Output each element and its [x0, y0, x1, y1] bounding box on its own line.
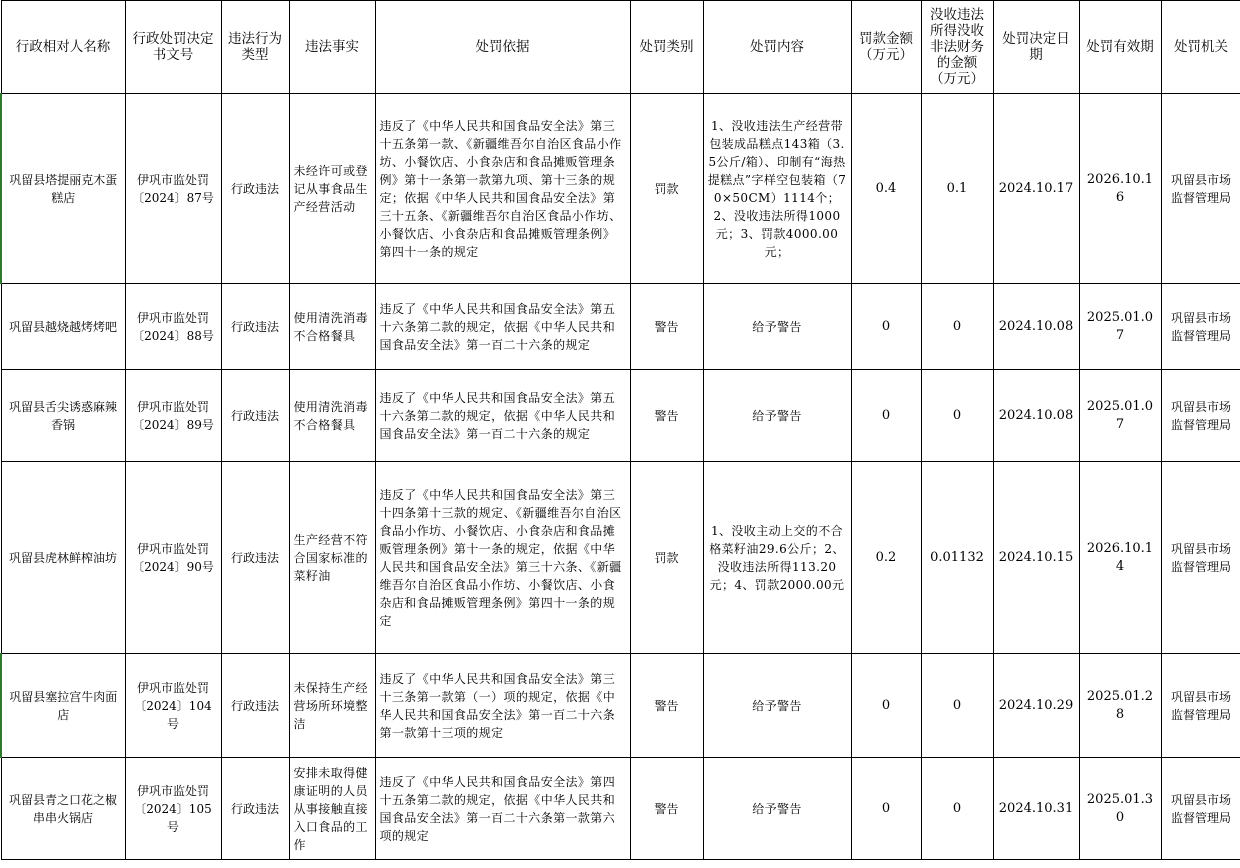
cell-basis: 违反了《中华人民共和国食品安全法》第五十六条第二款的规定，依据《中华人民共和国食品安全法》第一百二十六条的规定 — [375, 284, 630, 370]
cell-valid-until: 2025.01.28 — [1079, 654, 1161, 758]
header-violation-facts: 违法事实 — [289, 1, 375, 94]
cell-doc-no: 伊巩市监处罚〔2024〕87号 — [125, 94, 221, 284]
cell-valid-until: 2026.10.16 — [1079, 94, 1161, 284]
header-valid-until: 处罚有效期 — [1079, 1, 1161, 94]
cell-doc-no: 伊巩市监处罚〔2024〕88号 — [125, 284, 221, 370]
cell-decision-date: 2024.10.17 — [993, 94, 1079, 284]
cell-decision-date: 2024.10.29 — [993, 654, 1079, 758]
cell-facts: 生产经营不符合国家标准的菜籽油 — [289, 462, 375, 654]
cell-authority: 巩留县市场监督管理局 — [1161, 370, 1240, 462]
header-penalty-category: 处罚类别 — [630, 1, 703, 94]
cell-party-name: 巩留县越烧越烤烤吧 — [1, 284, 125, 370]
cell-facts: 未保持生产经营场所环境整洁 — [289, 654, 375, 758]
cell-fine: 0 — [851, 654, 921, 758]
cell-confiscated: 0.01132 — [921, 462, 993, 654]
cell-authority: 巩留县市场监督管理局 — [1161, 758, 1240, 860]
header-penalty-basis: 处罚依据 — [375, 1, 630, 94]
cell-confiscated: 0 — [921, 758, 993, 860]
cell-party-name: 巩留县塞拉宫牛肉面店 — [1, 654, 125, 758]
cell-fine: 0 — [851, 370, 921, 462]
header-decision-date: 处罚决定日期 — [993, 1, 1079, 94]
cell-facts: 使用清洗消毒不合格餐具 — [289, 284, 375, 370]
cell-content: 给予警告 — [703, 370, 851, 462]
cell-party-name: 巩留县虎林鲜榨油坊 — [1, 462, 125, 654]
cell-confiscated: 0 — [921, 284, 993, 370]
cell-content: 给予警告 — [703, 758, 851, 860]
cell-confiscated: 0 — [921, 654, 993, 758]
cell-valid-until: 2026.10.14 — [1079, 462, 1161, 654]
header-violation-type: 违法行为类型 — [221, 1, 289, 94]
cell-confiscated: 0.1 — [921, 94, 993, 284]
cell-content: 给予警告 — [703, 284, 851, 370]
cell-party-name: 巩留县塔提丽克木蛋糕店 — [1, 94, 125, 284]
cell-decision-date: 2024.10.31 — [993, 758, 1079, 860]
header-penalty-content: 处罚内容 — [703, 1, 851, 94]
cell-violation-type: 行政违法 — [221, 370, 289, 462]
cell-doc-no: 伊巩市监处罚〔2024〕105号 — [125, 758, 221, 860]
cell-decision-date: 2024.10.15 — [993, 462, 1079, 654]
cell-violation-type: 行政违法 — [221, 654, 289, 758]
cell-doc-no: 伊巩市监处罚〔2024〕89号 — [125, 370, 221, 462]
cell-party-name: 巩留县青之口花之椒串串火锅店 — [1, 758, 125, 860]
header-confiscated-amount: 没收违法所得没收非法财务的金额（万元） — [921, 1, 993, 94]
cell-category: 警告 — [630, 284, 703, 370]
cell-violation-type: 行政违法 — [221, 94, 289, 284]
cell-category: 警告 — [630, 654, 703, 758]
cell-doc-no: 伊巩市监处罚〔2024〕90号 — [125, 462, 221, 654]
cell-basis: 违反了《中华人民共和国食品安全法》第五十六条第二款的规定，依据《中华人民共和国食品安全法》第一百二十六条的规定 — [375, 370, 630, 462]
cell-category: 警告 — [630, 370, 703, 462]
cell-basis: 违反了《中华人民共和国食品安全法》第三十三条第一款第（一）项的规定，依据《中华人民共和国食品安全法》第一百二十六条第一款第十三项的规定 — [375, 654, 630, 758]
table-row — [1, 94, 1240, 284]
cell-violation-type: 行政违法 — [221, 284, 289, 370]
cell-authority: 巩留县市场监督管理局 — [1161, 654, 1240, 758]
cell-category: 罚款 — [630, 94, 703, 284]
cell-facts: 安排未取得健康证明的人员从事接触直接入口食品的工作 — [289, 758, 375, 860]
cell-facts: 使用清洗消毒不合格餐具 — [289, 370, 375, 462]
table-row — [1, 654, 1240, 758]
cell-fine: 0.2 — [851, 462, 921, 654]
cell-content: 给予警告 — [703, 654, 851, 758]
cell-fine: 0 — [851, 758, 921, 860]
cell-violation-type: 行政违法 — [221, 758, 289, 860]
cell-valid-until: 2025.01.30 — [1079, 758, 1161, 860]
cell-doc-no: 伊巩市监处罚〔2024〕104号 — [125, 654, 221, 758]
cell-authority: 巩留县市场监督管理局 — [1161, 284, 1240, 370]
cell-valid-until: 2025.01.07 — [1079, 284, 1161, 370]
cell-confiscated: 0 — [921, 370, 993, 462]
header-row — [1, 1, 1240, 94]
header-fine-amount: 罚款金额（万元） — [851, 1, 921, 94]
table-row — [1, 284, 1240, 370]
header-decision-doc-no: 行政处罚决定书文号 — [125, 1, 221, 94]
cell-decision-date: 2024.10.08 — [993, 370, 1079, 462]
cell-basis: 违反了《中华人民共和国食品安全法》第三十五条第一款、《新疆维吾尔自治区食品小作坊、小餐饮店、小食杂店和食品摊贩管理条例》第十一条第一款第九项、第十三条的规定；依据《中华人民共和国食品安全法》第三十五条、《新疆维吾尔自治区食品小作坊、小餐饮店、小食杂店和食品摊贩管理条例》第四十一条的规定 — [375, 94, 630, 284]
header-authority: 处罚机关 — [1161, 1, 1240, 94]
cell-valid-until: 2025.01.07 — [1079, 370, 1161, 462]
cell-violation-type: 行政违法 — [221, 462, 289, 654]
cell-category: 罚款 — [630, 462, 703, 654]
cell-facts: 未经许可或登记从事食品生产经营活动 — [289, 94, 375, 284]
cell-authority: 巩留县市场监督管理局 — [1161, 462, 1240, 654]
table-row — [1, 462, 1240, 654]
cell-party-name: 巩留县舌尖诱惑麻辣香锅 — [1, 370, 125, 462]
cell-fine: 0.4 — [851, 94, 921, 284]
table-row — [1, 370, 1240, 462]
table-row — [1, 758, 1240, 860]
cell-category: 警告 — [630, 758, 703, 860]
cell-content: 1、没收违法生产经营带包装成品糕点143箱（3.5公斤/箱）、印制有“海热提糕点”字样空包装箱（70×50CM）1114个；2、没收违法所得1000元；3、罚款4000.00元； — [703, 94, 851, 284]
header-party-name: 行政相对人名称 — [1, 1, 125, 94]
cell-content: 1、没收主动上交的不合格菜籽油29.6公斤；2、没收违法所得113.20元；4、罚款2000.00元 — [703, 462, 851, 654]
cell-fine: 0 — [851, 284, 921, 370]
cell-basis: 违反了《中华人民共和国食品安全法》第四十五条第二款的规定，依据《中华人民共和国食品安全法》第一百二十六条第一款第六项的规定 — [375, 758, 630, 860]
cell-decision-date: 2024.10.08 — [993, 284, 1079, 370]
cell-authority: 巩留县市场监督管理局 — [1161, 94, 1240, 284]
cell-basis: 违反了《中华人民共和国食品安全法》第三十四条第十三款的规定、《新疆维吾尔自治区食品小作坊、小餐饮店、小食杂店和食品摊贩管理条例》第十一条的规定，依据《中华人民共和国食品安全法》第三十六条、《新疆维吾尔自治区食品小作坊、小餐饮店、小食杂店和食品摊贩管理条例》第四十一条的规定 — [375, 462, 630, 654]
